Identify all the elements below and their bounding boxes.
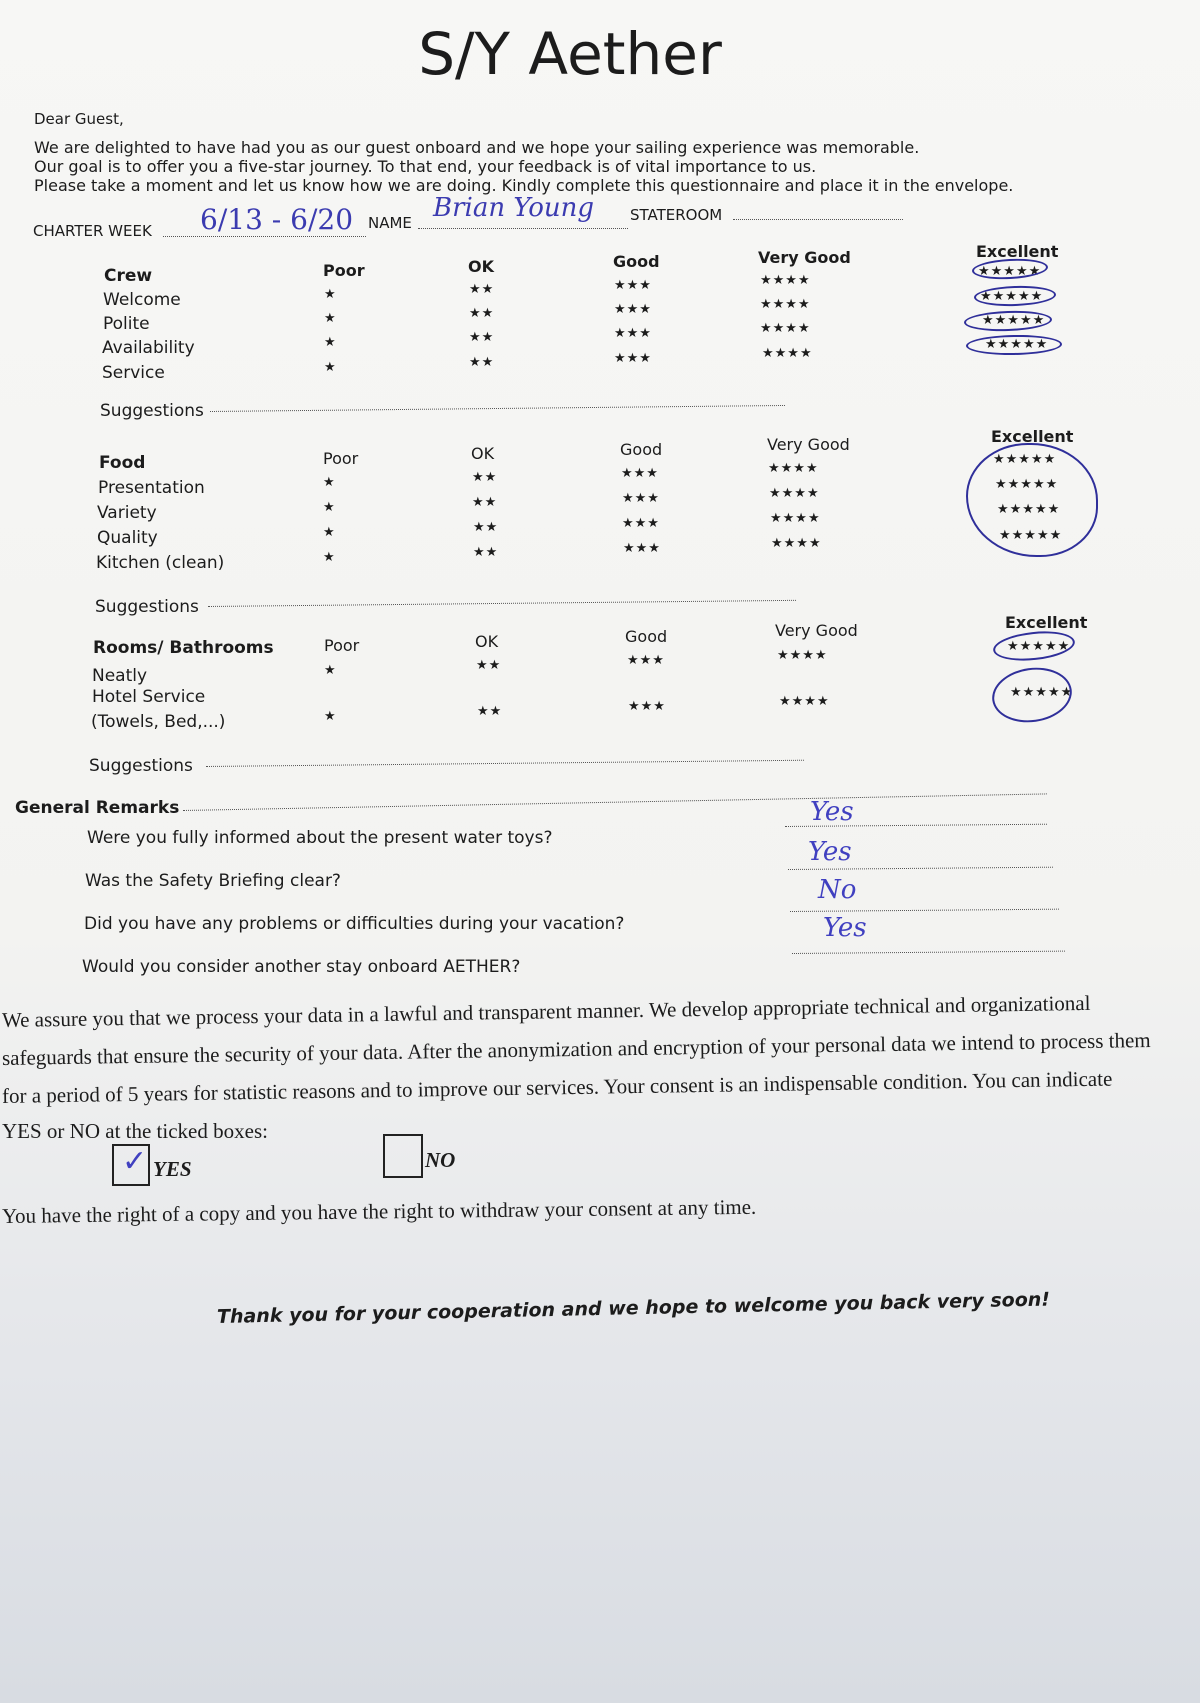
- answer-problems[interactable]: No: [818, 875, 857, 905]
- answer-water-toys[interactable]: Yes: [810, 797, 854, 827]
- rooms-neatly-selection-circle: [992, 628, 1076, 664]
- crew-service-excellent-stars[interactable]: ★★★★★: [985, 337, 1049, 352]
- rooms-col-excellent: Excellent: [1005, 613, 1088, 632]
- crew-item-welcome: Welcome: [103, 290, 181, 310]
- food-item-variety: Variety: [97, 503, 157, 523]
- food-variety-good-stars[interactable]: ★★★: [622, 491, 660, 506]
- check-mark-icon: ✓: [122, 1144, 148, 1179]
- crew-availability-very-good-stars[interactable]: ★★★★: [760, 321, 811, 336]
- rooms-hotel-service-poor-star[interactable]: ★: [324, 709, 337, 724]
- charter-week-value[interactable]: 6/13 - 6/20: [200, 203, 354, 236]
- crew-service-good-stars[interactable]: ★★★: [614, 351, 652, 366]
- crew-welcome-excellent-stars[interactable]: ★★★★★: [978, 264, 1042, 279]
- charter-week-label: CHARTER WEEK: [33, 222, 152, 240]
- food-variety-very-good-stars[interactable]: ★★★★: [769, 486, 820, 501]
- question-problems: Did you have any problems or difficulties during your vacation?: [84, 914, 625, 934]
- privacy-line-3: for a period of 5 years for statistic reasons and to improve our services. Your consent is an indispensable condition. You can indicate: [1, 1066, 1113, 1108]
- crew-service-selection-circle: [966, 334, 1062, 356]
- intro-line-3: Please take a moment and let us know how we are doing. Kindly complete this questionnaire and place it in the envelope.: [34, 176, 1014, 195]
- food-variety-excellent-stars[interactable]: ★★★★★: [995, 477, 1059, 492]
- intro-line-1: We are delighted to have had you as our guest onboard and we hope your sailing experience was memorable.: [34, 138, 920, 157]
- crew-availability-good-stars[interactable]: ★★★: [614, 326, 652, 341]
- food-col-good: Good: [620, 440, 663, 459]
- food-suggestions-label: Suggestions: [95, 597, 199, 617]
- general-remarks-line[interactable]: [183, 793, 1047, 811]
- question-another-stay: Would you consider another stay onboard AETHER?: [82, 957, 521, 977]
- rooms-neatly-ok-stars[interactable]: ★★: [476, 658, 502, 673]
- crew-polite-poor-star[interactable]: ★: [324, 311, 337, 326]
- food-quality-poor-star[interactable]: ★: [323, 525, 336, 540]
- food-kitchen-very-good-stars[interactable]: ★★★★: [771, 536, 822, 551]
- consent-no-checkbox[interactable]: [383, 1134, 423, 1178]
- rooms-hotel-service-very-good-stars[interactable]: ★★★★: [779, 694, 830, 709]
- rooms-col-good: Good: [625, 627, 668, 646]
- crew-welcome-good-stars[interactable]: ★★★: [614, 278, 652, 293]
- crew-welcome-ok-stars[interactable]: ★★: [469, 282, 495, 297]
- name-value[interactable]: Brian Young: [433, 193, 595, 223]
- answer-another-stay[interactable]: Yes: [823, 913, 867, 943]
- rooms-col-ok: OK: [475, 632, 499, 651]
- question-safety-briefing: Was the Safety Briefing clear?: [85, 871, 341, 891]
- food-presentation-poor-star[interactable]: ★: [323, 475, 336, 490]
- rooms-hotel-service-ok-stars[interactable]: ★★: [477, 704, 503, 719]
- crew-welcome-poor-star[interactable]: ★: [324, 287, 337, 302]
- crew-suggestions-line[interactable]: [210, 405, 785, 412]
- name-label: NAME: [368, 214, 412, 232]
- food-col-ok: OK: [471, 444, 495, 463]
- crew-col-good: Good: [613, 252, 660, 271]
- crew-availability-poor-star[interactable]: ★: [324, 335, 337, 350]
- food-variety-poor-star[interactable]: ★: [323, 500, 336, 515]
- rooms-suggestions-label: Suggestions: [89, 756, 193, 776]
- food-variety-ok-stars[interactable]: ★★: [472, 495, 498, 510]
- food-quality-very-good-stars[interactable]: ★★★★: [770, 511, 821, 526]
- food-item-quality: Quality: [97, 528, 158, 548]
- food-quality-good-stars[interactable]: ★★★: [622, 516, 660, 531]
- crew-col-ok: OK: [468, 257, 494, 276]
- food-section-title: Food: [99, 453, 146, 473]
- rooms-col-poor: Poor: [324, 636, 360, 655]
- food-quality-excellent-stars[interactable]: ★★★★★: [997, 502, 1061, 517]
- greeting: Dear Guest,: [34, 110, 124, 128]
- rooms-item-neatly: Neatly: [92, 666, 148, 686]
- rooms-neatly-good-stars[interactable]: ★★★: [627, 653, 665, 668]
- crew-availability-excellent-stars[interactable]: ★★★★★: [982, 313, 1046, 328]
- rooms-hotel-service-good-stars[interactable]: ★★★: [628, 699, 666, 714]
- rooms-item-towels-bed: (Towels, Bed,...): [91, 712, 226, 732]
- crew-item-availability: Availability: [102, 338, 195, 358]
- food-quality-ok-stars[interactable]: ★★: [473, 520, 499, 535]
- food-col-excellent: Excellent: [991, 427, 1074, 446]
- crew-availability-selection-circle: [964, 309, 1053, 332]
- food-item-presentation: Presentation: [98, 478, 205, 498]
- food-kitchen-ok-stars[interactable]: ★★: [473, 545, 499, 560]
- crew-polite-selection-circle: [974, 285, 1057, 308]
- crew-service-poor-star[interactable]: ★: [324, 360, 337, 375]
- answer-safety-briefing[interactable]: Yes: [808, 837, 852, 867]
- rooms-item-hotel-service: Hotel Service: [92, 687, 206, 707]
- privacy-line-2: safeguards that ensure the security of your data. After the anonymization and encryption of your personal data we intend to process them: [1, 1027, 1151, 1070]
- crew-item-service: Service: [102, 363, 165, 383]
- rooms-hotel-service-excellent-stars[interactable]: ★★★★★: [1010, 685, 1074, 700]
- crew-polite-ok-stars[interactable]: ★★: [469, 306, 495, 321]
- stateroom-label: STATEROOM: [630, 206, 723, 224]
- food-col-very-good: Very Good: [767, 435, 850, 454]
- consent-yes-label: YES: [153, 1157, 192, 1181]
- food-presentation-very-good-stars[interactable]: ★★★★: [768, 461, 819, 476]
- thanks-message: Thank you for your cooperation and we hope to welcome you back very soon!: [216, 1288, 1051, 1328]
- rooms-neatly-very-good-stars[interactable]: ★★★★: [777, 648, 828, 663]
- consent-no-label: NO: [425, 1148, 456, 1172]
- food-item-kitchen: Kitchen (clean): [96, 553, 225, 573]
- crew-item-polite: Polite: [103, 314, 150, 334]
- crew-polite-excellent-stars[interactable]: ★★★★★: [980, 289, 1044, 304]
- food-selection-circle: [966, 443, 1098, 557]
- crew-service-very-good-stars[interactable]: ★★★★: [762, 346, 813, 361]
- rooms-neatly-poor-star[interactable]: ★: [324, 663, 337, 678]
- general-remarks-label: General Remarks: [15, 798, 180, 818]
- consent-yes-checkbox[interactable]: [112, 1144, 150, 1186]
- food-kitchen-excellent-stars[interactable]: ★★★★★: [999, 528, 1063, 543]
- food-presentation-good-stars[interactable]: ★★★: [621, 466, 659, 481]
- rooms-section-title: Rooms/ Bathrooms: [93, 638, 274, 658]
- crew-suggestions-label: Suggestions: [100, 401, 204, 421]
- crew-col-poor: Poor: [323, 261, 365, 280]
- crew-col-very-good: Very Good: [758, 248, 851, 267]
- food-presentation-excellent-stars[interactable]: ★★★★★: [993, 452, 1057, 467]
- privacy-line-4: YES or NO at the ticked boxes:: [2, 1119, 268, 1143]
- privacy-line-1: We assure you that we process your data in a lawful and transparent manner. We develop appropriate technical and organizational: [1, 990, 1091, 1032]
- crew-col-excellent: Excellent: [976, 242, 1059, 261]
- crew-polite-very-good-stars[interactable]: ★★★★: [760, 297, 811, 312]
- page-title: S/Y Aether: [418, 20, 722, 88]
- question-water-toys: Were you fully informed about the present water toys?: [87, 828, 553, 848]
- rights-line: You have the right of a copy and you have the right to withdraw your consent at any time.: [1, 1194, 757, 1228]
- crew-polite-good-stars[interactable]: ★★★: [614, 302, 652, 317]
- crew-availability-ok-stars[interactable]: ★★: [469, 330, 495, 345]
- rooms-hotel-service-selection-circle: [989, 663, 1076, 728]
- intro-line-2: Our goal is to offer you a five-star journey. To that end, your feedback is of vital importance to us.: [34, 157, 817, 176]
- rooms-col-very-good: Very Good: [775, 621, 858, 640]
- crew-service-ok-stars[interactable]: ★★: [469, 355, 495, 370]
- food-kitchen-good-stars[interactable]: ★★★: [623, 541, 661, 556]
- crew-section-title: Crew: [104, 266, 153, 286]
- food-kitchen-poor-star[interactable]: ★: [323, 550, 336, 565]
- rooms-neatly-excellent-stars[interactable]: ★★★★★: [1007, 639, 1071, 654]
- rooms-suggestions-line[interactable]: [206, 760, 804, 767]
- food-col-poor: Poor: [323, 449, 359, 468]
- food-presentation-ok-stars[interactable]: ★★: [472, 470, 498, 485]
- crew-welcome-very-good-stars[interactable]: ★★★★: [760, 273, 811, 288]
- food-suggestions-line[interactable]: [208, 600, 796, 607]
